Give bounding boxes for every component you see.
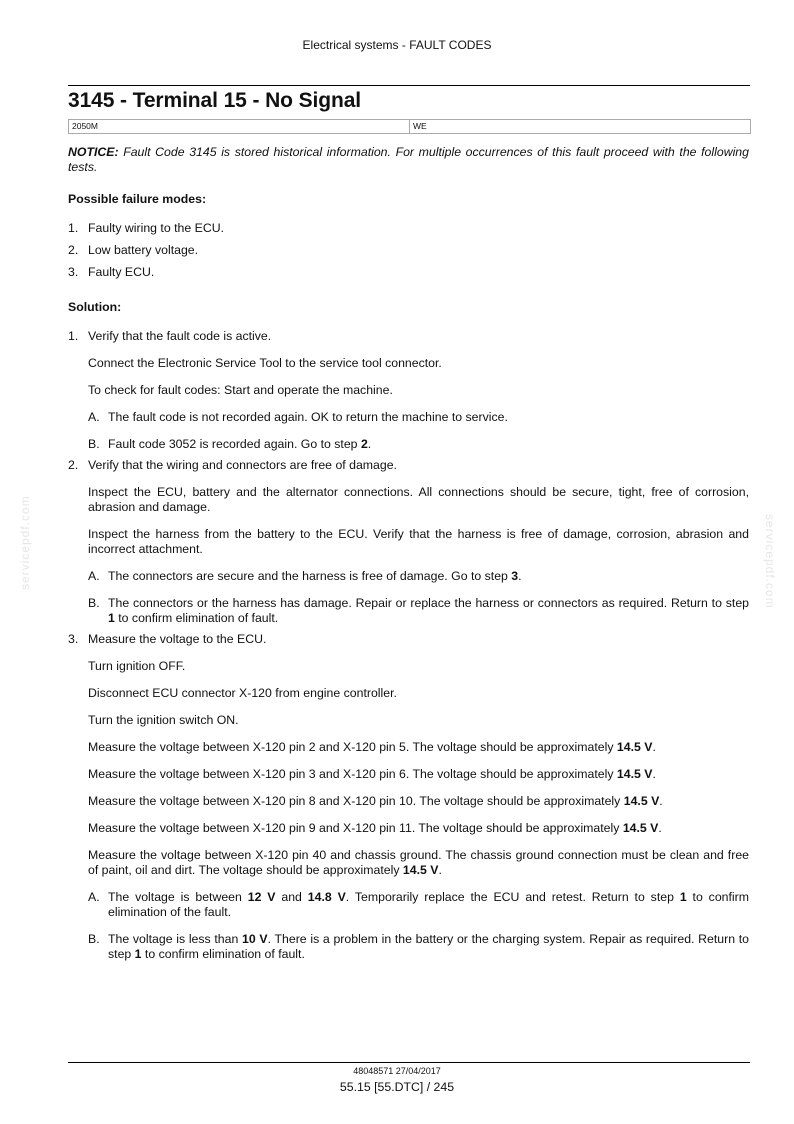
option-text: The fault code is not recorded again. OK to return the machine to service. (108, 410, 508, 424)
solution-step (68, 632, 749, 962)
option-letter: A. (88, 890, 100, 904)
step-paragraph: To check for fault codes: Start and operate the machine. (88, 383, 393, 397)
voltage-value: 12 V (247, 890, 276, 904)
applicability-box (68, 119, 751, 134)
list-number: 1. (68, 221, 79, 235)
applicability-divider (409, 120, 410, 133)
step-option (88, 410, 749, 425)
watermark-left: servicepdf.com (18, 495, 32, 590)
measurement-text: Measure the voltage between X-120 pin 2 and X-120 pin 5. The voltage should be approximately (88, 740, 617, 754)
step-number: 2. (68, 458, 79, 472)
option-text: The connectors are secure and the harness is free of damage. Go to step (108, 569, 512, 583)
option-text: and (275, 890, 308, 904)
step-option (88, 932, 749, 962)
option-letter: A. (88, 569, 100, 583)
measurement-text: Measure the voltage between X-120 pin 3 and X-120 pin 6. The voltage should be approximately (88, 767, 617, 781)
measurement-text: Measure the voltage between X-120 pin 8 and X-120 pin 10. The voltage should be approximately (88, 794, 624, 808)
measurement-text-end: . (652, 740, 656, 754)
list-text: Faulty ECU. (88, 265, 155, 279)
option-letter: B. (88, 596, 100, 610)
step-reference: 2 (360, 437, 368, 451)
option-text: Fault code 3052 is recorded again. Go to step (108, 437, 361, 451)
step-option (88, 437, 749, 452)
footer-page-number: 55.15 [55.DTC] / 245 (339, 1080, 455, 1094)
voltage-value: 14.5 V (402, 863, 439, 877)
measurement-text-end: . (659, 794, 663, 808)
step-body (68, 659, 749, 962)
step-option (88, 569, 749, 584)
option-text-end: to confirm elimination of fault. (141, 947, 305, 961)
step-paragraph: Connect the Electronic Service Tool to the service tool connector. (88, 356, 442, 370)
voltage-value: 14.5 V (622, 821, 659, 835)
footer-document-id: 48048571 27/04/2017 (353, 1066, 441, 1076)
solution-steps (68, 329, 749, 962)
header-rule (68, 85, 750, 86)
step-number: 1. (68, 329, 79, 343)
solution-heading: Solution: (68, 300, 122, 314)
option-letter: B. (88, 932, 100, 946)
step-reference: 1 (679, 890, 687, 904)
step-title: Verify that the wiring and connectors are free of damage. (88, 458, 397, 472)
measurement-instruction (88, 794, 749, 809)
voltage-value: 14.5 V (616, 767, 653, 781)
measurement-instruction (88, 767, 749, 782)
step-title: Measure the voltage to the ECU. (88, 632, 267, 646)
page-header: Electrical systems - FAULT CODES (302, 38, 492, 52)
step-paragraph: Turn the ignition switch ON. (88, 713, 239, 727)
list-number: 3. (68, 265, 79, 279)
step-title: Verify that the fault code is active. (88, 329, 272, 343)
step-paragraph: Turn ignition OFF. (88, 659, 186, 673)
notice-label: NOTICE: (68, 145, 119, 159)
option-text-end: to confirm elimination of the fault. (108, 890, 749, 919)
step-paragraph: Disconnect ECU connector X-120 from engine controller. (88, 686, 397, 700)
region-code: WE (413, 121, 427, 131)
step-body (68, 356, 749, 452)
voltage-value: 14.5 V (616, 740, 653, 754)
step-reference: 3 (511, 569, 519, 583)
step-title-row (68, 458, 749, 473)
measurement-text: Measure the voltage between X-120 pin 9 and X-120 pin 11. The voltage should be approximately (88, 821, 623, 835)
measurement-instruction (88, 740, 749, 755)
failure-modes-list (68, 221, 749, 280)
footer-rule (68, 1062, 750, 1063)
list-number: 2. (68, 243, 79, 257)
measurement-instruction (88, 821, 749, 836)
step-reference: 1 (108, 611, 115, 625)
notice-text: Fault Code 3145 is stored historical information. For multiple occurrences of this fault proceed with the following tests. (68, 145, 749, 174)
list-text: Faulty wiring to the ECU. (88, 221, 224, 235)
option-text-end: . (367, 437, 372, 451)
measurement-text: Measure the voltage between X-120 pin 40 and chassis ground. The chassis ground connection must be clean and free of paint, oil and dirt. The voltage should be approximately (88, 848, 749, 877)
step-paragraph: Inspect the ECU, battery and the alternator connections. All connections should be secure, tight, free of corrosion, abrasion and damage. (88, 485, 749, 514)
option-text: The voltage is between (108, 890, 248, 904)
option-text-end: to confirm elimination of fault. (114, 611, 279, 625)
list-item (68, 265, 749, 280)
step-option (88, 890, 749, 920)
list-item (68, 221, 749, 236)
notice-paragraph (68, 145, 749, 175)
measurement-text-end: . (658, 821, 662, 835)
option-text: The connectors or the harness has damage. Repair or replace the harness or connectors as required. Return to step (108, 596, 749, 610)
failure-modes-heading: Possible failure modes: (68, 192, 207, 206)
option-letter: B. (88, 437, 100, 451)
option-text: . There is a problem in the battery or the charging system. Repair as required. Return to step (108, 932, 750, 961)
voltage-value: 14.5 V (623, 794, 660, 808)
model-code: 2050M (72, 121, 98, 131)
page-title: 3145 - Terminal 15 - No Signal (68, 89, 362, 112)
voltage-value: 14.8 V (307, 890, 346, 904)
main-content (68, 145, 749, 962)
step-body (68, 485, 749, 626)
step-reference: 1 (134, 947, 142, 961)
step-option (88, 596, 749, 626)
step-title-row (68, 329, 749, 344)
solution-step (68, 458, 749, 626)
measurement-text-end: . (652, 767, 656, 781)
measurement-instruction (88, 848, 749, 878)
measurement-text-end: . (438, 863, 442, 877)
option-text: The voltage is less than (108, 932, 243, 946)
list-item (68, 243, 749, 258)
option-letter: A. (88, 410, 100, 424)
step-paragraph: Inspect the harness from the battery to the ECU. Verify that the harness is free of damage, corrosion, abrasion and incorrect attachment. (88, 527, 749, 556)
option-text: . Temporarily replace the ECU and retest. Return to step (345, 890, 680, 904)
step-number: 3. (68, 632, 79, 646)
voltage-value: 10 V (242, 932, 268, 946)
watermark-right: servicepdf.com (763, 514, 777, 609)
option-text-end: . (518, 569, 522, 583)
solution-step (68, 329, 749, 452)
step-title-row (68, 632, 749, 647)
list-text: Low battery voltage. (88, 243, 199, 257)
